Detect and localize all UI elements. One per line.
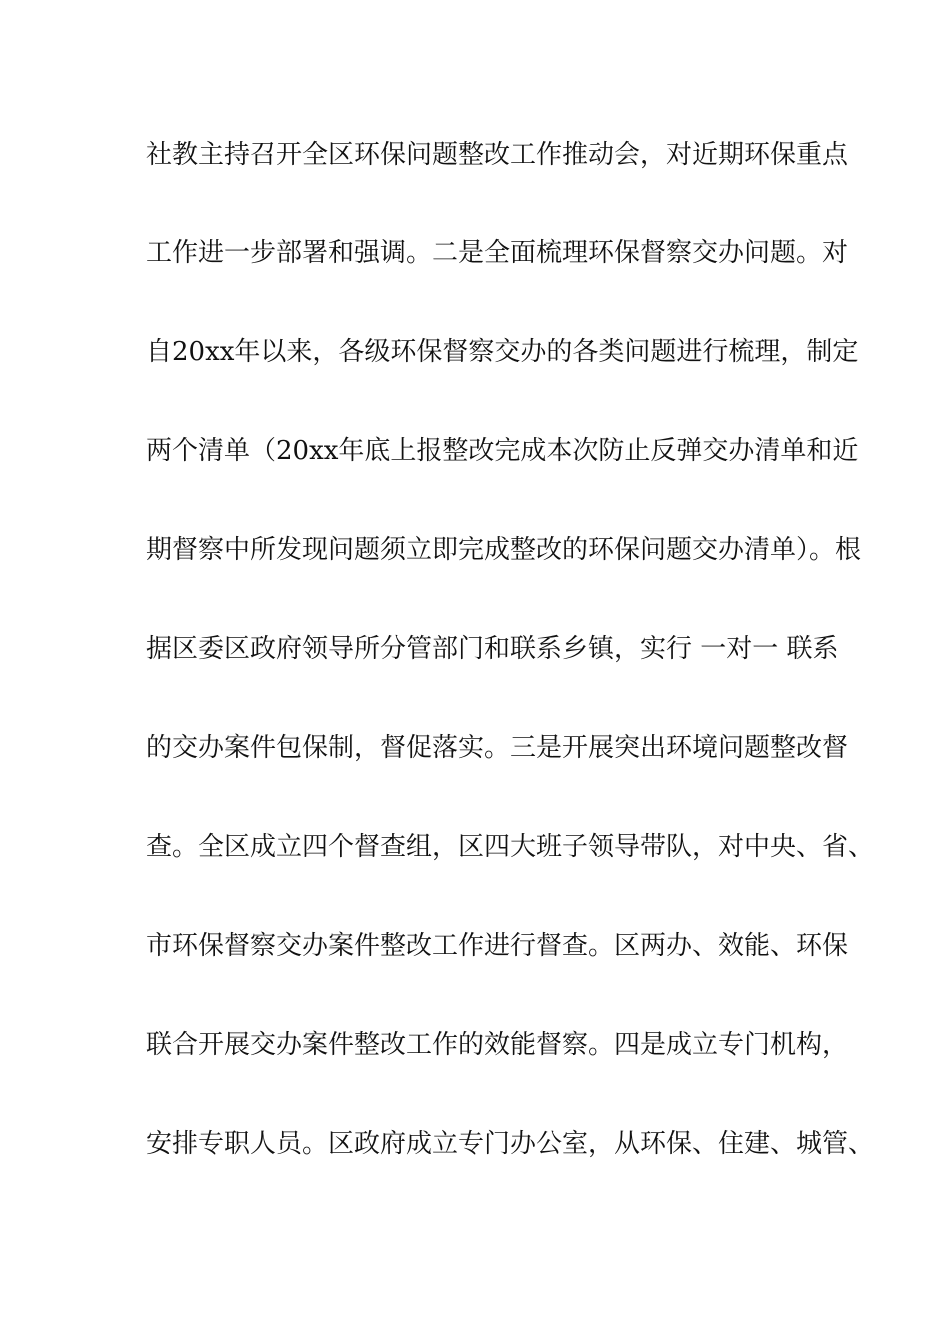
- text-line-6: 据区委区政府领导所分管部门和联系乡镇，实行 一对一 联系: [146, 634, 839, 664]
- text-line-5: 期督察中所发现问题须立即完成整改的环保问题交办清单）。根: [146, 535, 862, 565]
- text-line-10: 联合开展交办案件整改工作的效能督察。四是成立专门机构，: [146, 1030, 849, 1060]
- text-line-2: 工作进一步部署和强调。二是全面梳理环保督察交办问题。对: [146, 238, 849, 268]
- text-line-4: 两个清单（20xx年底上报整改完成本次防止反弹交办清单和近: [146, 436, 859, 466]
- text-line-8: 查。全区成立四个督查组，区四大班子领导带队，对中央、省、: [146, 832, 875, 862]
- text-line-3: 自20xx年以来，各级环保督察交办的各类问题进行梳理，制定: [146, 337, 859, 367]
- text-line-7: 的交办案件包保制，督促落实。三是开展突出环境问题整改督: [146, 733, 849, 763]
- text-line-9: 市环保督察交办案件整改工作进行督查。区两办、效能、环保: [146, 931, 849, 961]
- text-line-11: 安排专职人员。区政府成立专门办公室，从环保、住建、城管、: [146, 1129, 875, 1159]
- text-line-1: 社教主持召开全区环保问题整改工作推动会，对近期环保重点: [146, 140, 849, 170]
